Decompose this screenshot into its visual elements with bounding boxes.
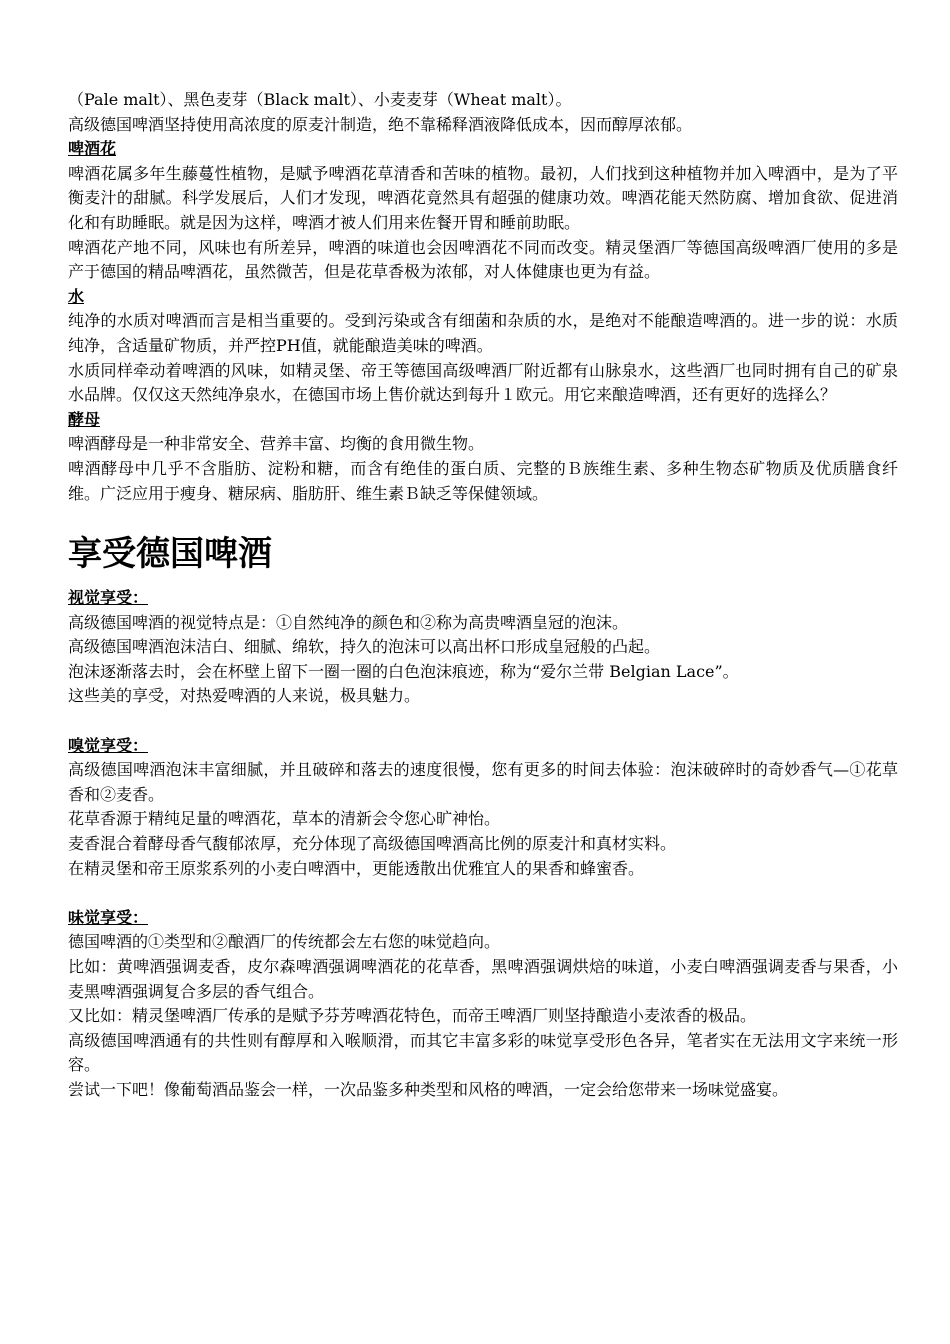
taste-paragraph: 比如：黄啤酒强调麦香，皮尔森啤酒强调啤酒花的花草香，黑啤酒强调烘焙的味道，小麦白啤酒强调麦香与果香，小麦黑啤酒强调复合多层的香气组合。	[68, 957, 898, 1001]
taste-paragraph: 又比如：精灵堡啤酒厂传承的是赋予芬芳啤酒花特色，而帝王啤酒厂则坚持酿造小麦浓香的极品。	[68, 1006, 757, 1026]
smell-paragraph: 花草香源于精纯足量的啤酒花，草本的清新会令您心旷神怡。	[68, 809, 501, 829]
visual-paragraph: 这些美的享受，对热爱啤酒的人来说，极具魅力。	[68, 686, 421, 706]
section-spacer	[68, 709, 898, 734]
hops-paragraph: 啤酒花属多年生藤蔓性植物，是赋予啤酒花草清香和苦味的植物。最初，人们找到这种植物并加入啤酒中，是为了平衡麦汁的甜腻。科学发展后，人们才发现，啤酒花竟然具有超强的健康功效。啤酒花能天然防腐、增加食欲、促进消化和有助睡眠。就是因为这样，啤酒才被人们用来佐餐开胃和睡前助眠。	[68, 163, 898, 232]
yeast-paragraph: 啤酒酵母中几乎不含脂肪、淀粉和糖，而含有绝佳的蛋白质、完整的Ｂ族维生素、多种生物态矿物质及优质膳食纤维。广泛应用于瘦身、糖尿病、脂肪肝、维生素Ｂ缺乏等保健领域。	[68, 458, 898, 503]
water-paragraph: 纯净的水质对啤酒而言是相当重要的。受到污染或含有细菌和杂质的水，是绝对不能酿造啤酒的。进一步的说：水质纯净，含适量矿物质，并严控PH值，就能酿造美味的啤酒。	[68, 311, 898, 355]
enjoy-title: 享受德国啤酒	[68, 534, 272, 575]
water-heading: 水	[68, 286, 85, 306]
water-paragraph: 水质同样牵动着啤酒的风味，如精灵堡、帝王等德国高级啤酒厂附近都有山脉泉水，这些酒厂也同时拥有自己的矿泉水品牌。仅仅这天然纯净泉水，在德国市场上售价就达到每升１欧元。用它来酿造啤酒，还有更好的选择么？	[68, 360, 898, 405]
taste-heading: 味觉享受：	[68, 907, 149, 927]
section-spacer	[68, 881, 898, 906]
smell-paragraph: 麦香混合着酵母香气馥郁浓厚，充分体现了高级德国啤酒高比例的原麦汁和真材实料。	[68, 834, 677, 854]
visual-paragraph: 高级德国啤酒泡沫洁白、细腻、绵软，持久的泡沫可以高出杯口形成皇冠般的凸起。	[68, 637, 661, 657]
taste-paragraph: 德国啤酒的①类型和②酿酒厂的传统都会左右您的味觉趋向。	[68, 932, 501, 952]
document-page	[68, 88, 898, 1103]
taste-paragraph: 尝试一下吧！像葡萄酒品鉴会一样，一次品鉴多种类型和风格的啤酒，一定会给您带来一场味觉盛宴。	[68, 1079, 789, 1099]
malt-types-line: （Pale malt）、黑色麦芽（Black malt）、小麦麦芽（Wheat malt）。	[68, 90, 572, 109]
visual-paragraph: 泡沫逐渐落去时，会在杯壁上留下一圈一圈的白色泡沫痕迹，称为“爱尔兰带 Belgian Lace”。	[68, 661, 739, 681]
visual-heading: 视觉享受：	[68, 588, 149, 608]
visual-paragraph: 高级德国啤酒的视觉特点是：①自然纯净的颜色和②称为高贵啤酒皇冠的泡沫。	[68, 612, 629, 632]
taste-paragraph: 高级德国啤酒通有的共性则有醇厚和入喉顺滑，而其它丰富多彩的味觉享受形色各异，笔者实在无法用文字来统一形容。	[68, 1030, 898, 1075]
hops-heading: 啤酒花	[68, 139, 117, 159]
smell-paragraph: 高级德国啤酒泡沫丰富细腻，并且破碎和落去的速度很慢，您有更多的时间去体验：泡沫破碎时的奇妙香气—①花草香和②麦香。	[68, 760, 898, 804]
malt-concentration-line: 高级德国啤酒坚持使用高浓度的原麦汁制造，绝不靠稀释酒液降低成本，因而醇厚浓郁。	[68, 114, 693, 134]
yeast-heading: 酵母	[68, 409, 101, 429]
smell-paragraph: 在精灵堡和帝王原浆系列的小麦白啤酒中，更能透散出优雅宜人的果香和蜂蜜香。	[68, 858, 645, 878]
smell-heading: 嗅觉享受：	[68, 735, 149, 755]
hops-paragraph: 啤酒花产地不同，风味也有所差异，啤酒的味道也会因啤酒花不同而改变。精灵堡酒厂等德国高级啤酒厂使用的多是产于德国的精品啤酒花，虽然微苦，但是花草香极为浓郁，对人体健康也更为有益。	[68, 237, 898, 282]
yeast-paragraph: 啤酒酵母是一种非常安全、营养丰富、均衡的食用微生物。	[68, 434, 485, 454]
